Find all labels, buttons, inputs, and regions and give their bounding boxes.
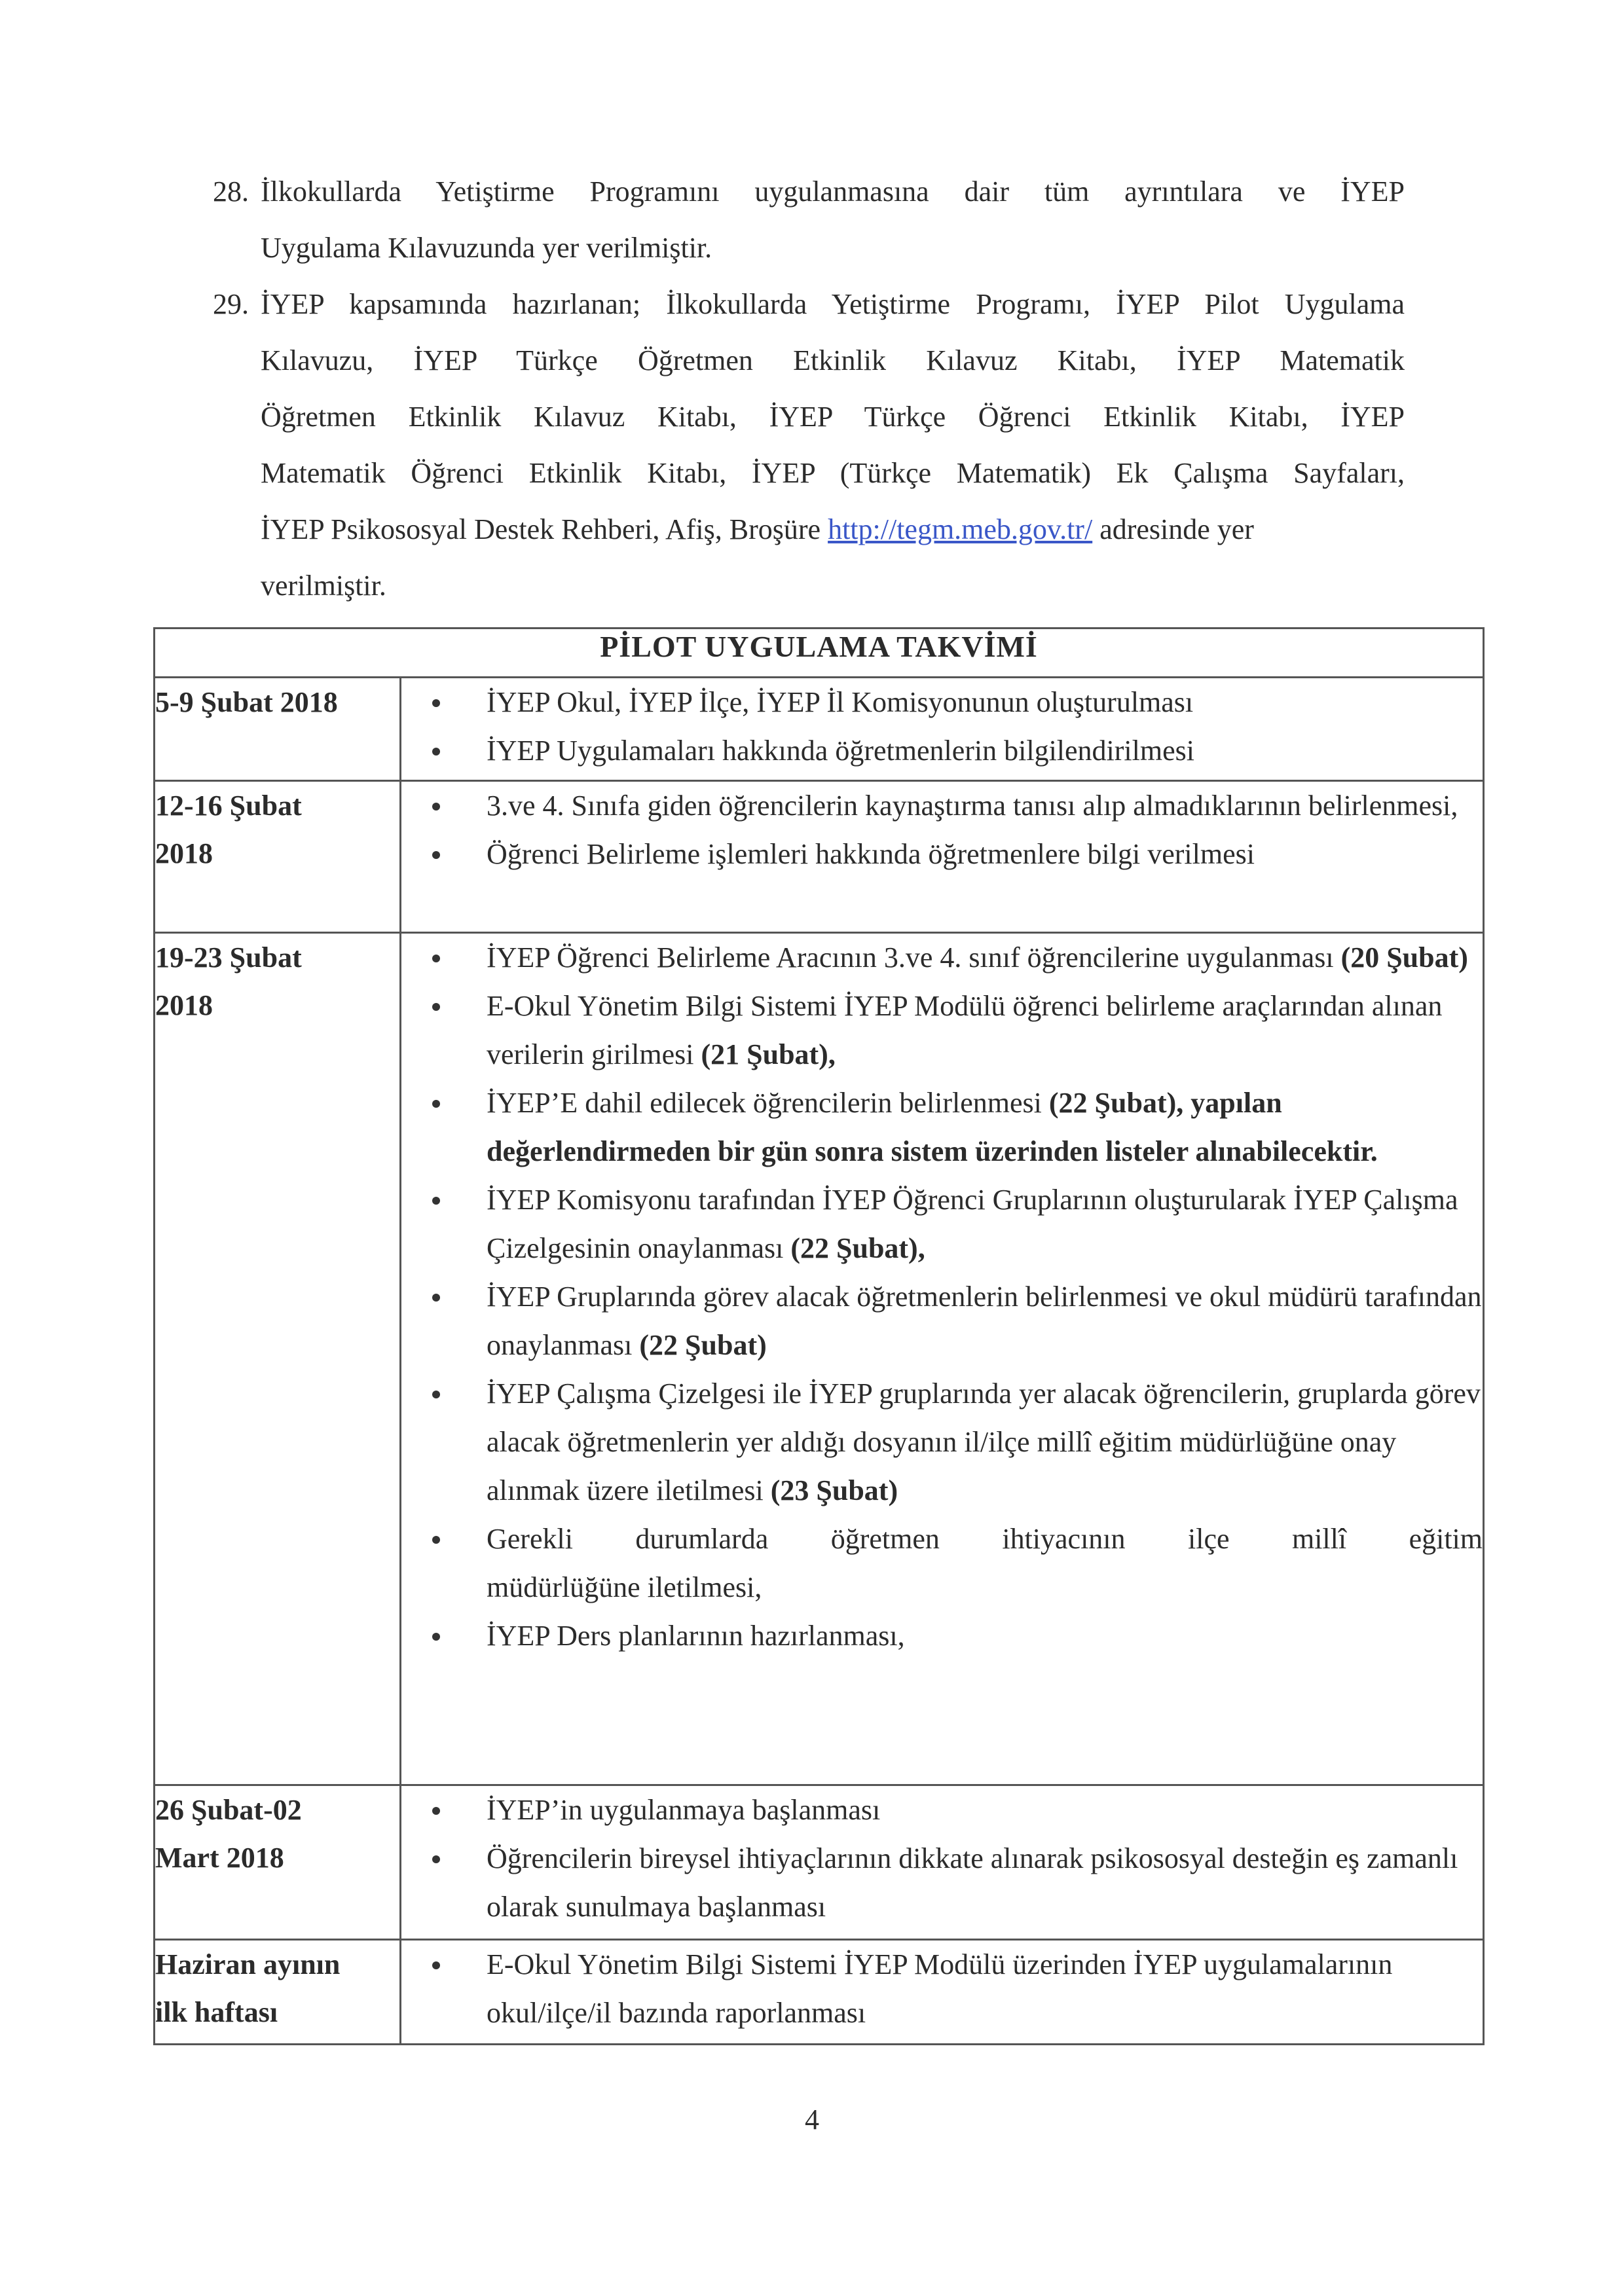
text-line: Matematik Öğrenci Etkinlik Kitabı, İYEP (Türkçe Matematik) Ek Çalışma Sayfaları, (261, 457, 1405, 489)
list-item (401, 1515, 1483, 1612)
item-number: 28. (213, 175, 249, 208)
date-text: Mart 2018 (155, 1842, 284, 1874)
date-text: Haziran ayının (155, 1948, 341, 1980)
pilot-calendar-table (153, 627, 1485, 2045)
item-text: İYEP’E dahil edilecek öğrencilerin belirlenmesi (487, 1087, 1049, 1119)
page-number: 4 (805, 2104, 819, 2136)
date-text: 2018 (155, 989, 213, 1021)
date-text: 5-9 Şubat 2018 (155, 686, 338, 718)
tasks-cell (401, 781, 1484, 933)
item-text: İYEP Gruplarında görev alacak öğretmenlerin belirlenmesi ve okul müdürü tarafından onaylanması (487, 1281, 1482, 1361)
date-cell (155, 678, 401, 781)
tasks-cell (401, 933, 1484, 1785)
task-list (401, 934, 1483, 1660)
item-date: (22 Şubat), yapılan değerlendirmeden bir gün sonra sistem üzerinden listeler alınabilecektir. (487, 1087, 1378, 1167)
item-text: E-Okul Yönetim Bilgi Sistemi İYEP Modülü öğrenci belirleme araçlarından alınan verilerin girilmesi (487, 990, 1443, 1070)
item-date: (21 Şubat), (701, 1038, 836, 1070)
text-line: Öğretmen Etkinlik Kılavuz Kitabı, İYEP Türkçe Öğrenci Etkinlik Kitabı, İYEP (261, 401, 1405, 433)
date-text: 26 Şubat-02 (155, 1794, 302, 1826)
list-item: İYEP Uygulamaları hakkında öğretmenlerin bilgilendirilmesi (401, 727, 1483, 775)
item-text: İYEP Komisyonu tarafından İYEP Öğrenci Gruplarının oluşturularak İYEP Çalışma Çizelgesinin onaylanması (487, 1184, 1458, 1264)
date-text: ilk haftası (155, 1996, 278, 2028)
date-cell (155, 933, 401, 1785)
text-line: İYEP kapsamında hazırlanan; İlkokullarda Yetiştirme Programı, İYEP Pilot Uygulama (261, 288, 1405, 320)
text-segment: İYEP Psikososyal Destek Rehberi, Afiş, Broşüre (261, 513, 828, 545)
item-text: İYEP Ders planlarının hazırlanması, (487, 1620, 905, 1652)
item-date: (23 Şubat) (770, 1474, 898, 1506)
text-line: verilmiştir. (261, 570, 386, 602)
item-date: (22 Şubat), (790, 1232, 925, 1264)
date-cell (155, 781, 401, 933)
list-item (401, 1370, 1483, 1515)
task-list (401, 678, 1483, 775)
date-text: 19-23 Şubat (155, 941, 302, 974)
date-cell (155, 1785, 401, 1940)
text-line: Kılavuzu, İYEP Türkçe Öğretmen Etkinlik Kılavuz Kitabı, İYEP Matematik (261, 344, 1405, 376)
task-list (401, 782, 1483, 879)
item-date: (20 Şubat) (1340, 941, 1468, 974)
paragraph-28 (213, 164, 1405, 276)
text-segment: adresinde yer (1092, 513, 1254, 545)
tasks-cell (401, 1785, 1484, 1940)
table-row (155, 1940, 1484, 2045)
table-row (155, 1785, 1484, 1940)
date-text: 12-16 Şubat (155, 790, 302, 822)
table-row (155, 678, 1484, 781)
list-item (401, 982, 1483, 1079)
table-header-row (155, 629, 1484, 678)
paragraph-29 (213, 276, 1405, 617)
list-item (401, 934, 1483, 982)
tasks-cell (401, 1940, 1484, 2045)
table-title: PİLOT UYGULAMA TAKVİMİ (155, 629, 1484, 678)
list-item (401, 1176, 1483, 1273)
date-text: 2018 (155, 837, 213, 869)
task-list (401, 1786, 1483, 1931)
text-line (261, 501, 1254, 558)
item-text: müdürlüğüne iletilmesi, (487, 1571, 762, 1603)
list-item: E-Okul Yönetim Bilgi Sistemi İYEP Modülü üzerinden İYEP uygulamalarının okul/ilçe/il bazında raporlanması (401, 1941, 1483, 2037)
list-item: Öğrencilerin bireysel ihtiyaçlarının dikkate alınarak psikososyal desteğin eş zamanlı olarak sunulmaya başlanması (401, 1834, 1483, 1931)
list-item: İYEP’in uygulanmaya başlanması (401, 1786, 1483, 1834)
list-item (401, 1079, 1483, 1176)
website-link[interactable]: http://tegm.meb.gov.tr/ (828, 513, 1093, 545)
list-item (401, 1612, 1483, 1660)
tasks-cell (401, 678, 1484, 781)
text-line: Uygulama Kılavuzunda yer verilmiştir. (261, 232, 712, 264)
table-row (155, 933, 1484, 1785)
date-cell (155, 1940, 401, 2045)
item-text: Gerekli durumlarda öğretmen ihtiyacının ilçe millî eğitim (487, 1523, 1483, 1555)
list-item (401, 1273, 1483, 1370)
list-item: İYEP Okul, İYEP İlçe, İYEP İl Komisyonunun oluşturulması (401, 678, 1483, 727)
table-row (155, 781, 1484, 933)
list-item: 3.ve 4. Sınıfa giden öğrencilerin kaynaştırma tanısı alıp almadıklarının belirlenmesi, (401, 782, 1483, 830)
item-date: (22 Şubat) (639, 1329, 767, 1361)
item-text: İYEP Öğrenci Belirleme Aracının 3.ve 4. sınıf öğrencilerine uygulanması (487, 941, 1341, 974)
text-line: İlkokullarda Yetiştirme Programını uygulanmasına dair tüm ayrıntılara ve İYEP (261, 175, 1405, 208)
item-number: 29. (213, 288, 249, 320)
task-list (401, 1941, 1483, 2037)
list-item: Öğrenci Belirleme işlemleri hakkında öğretmenlere bilgi verilmesi (401, 830, 1483, 879)
item-text: İYEP Çalışma Çizelgesi ile İYEP gruplarında yer alacak öğrencilerin, gruplarda görev alacak öğretmenlerin yer aldığı dosyanın il/ilçe millî eğitim müdürlüğüne onay alınmak üzere iletilmesi (487, 1377, 1481, 1506)
